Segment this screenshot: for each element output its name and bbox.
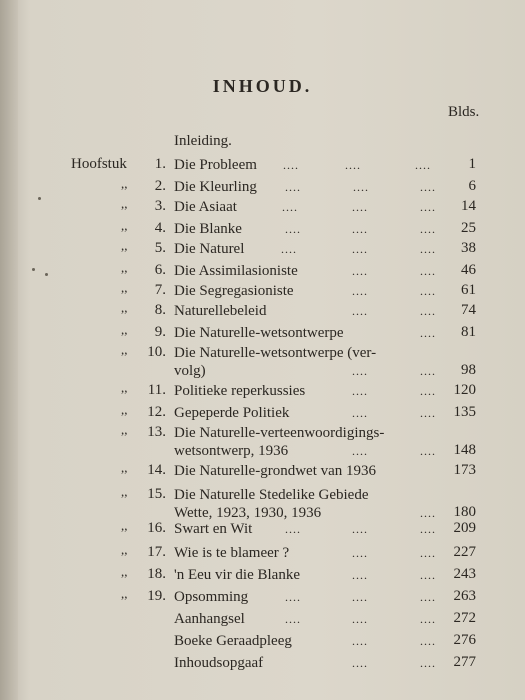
leader-dots: .... — [420, 444, 436, 458]
chapter-title: Die Naturel — [174, 241, 245, 257]
chapter-title: Boeke Geraadpleeg — [174, 633, 292, 649]
page-number: 272 — [453, 610, 476, 626]
leader-dots: .... — [352, 590, 368, 604]
chapter-title: Gepeperde Politiek — [174, 405, 290, 421]
chapter-title: Die Kleurling — [174, 179, 257, 195]
page-number: 6 — [468, 178, 476, 194]
chapter-title: 'n Eeu vir die Blanke — [174, 567, 300, 583]
page-number: 74 — [461, 302, 476, 318]
chapter-title: Die Naturelle-verteenwoordigings- wetsontwerp, 1936 — [174, 425, 385, 459]
leader-dots: .... — [420, 506, 436, 520]
chapter-title: Wie is te blameer ? — [174, 545, 290, 561]
chapter-number: 1. — [154, 156, 166, 172]
page-number: 180 — [453, 504, 476, 520]
leader-dots: .... — [352, 264, 368, 278]
intro-entry: Inleiding. — [174, 133, 232, 149]
page-number: 14 — [461, 198, 476, 214]
leader-dots: .... — [420, 590, 436, 604]
ditto-mark: ,, — [121, 586, 128, 601]
chapter-number: 15. — [147, 486, 166, 502]
leader-dots: .... — [352, 242, 368, 256]
ditto-mark: ,, — [121, 342, 128, 357]
leader-dots: .... — [420, 656, 436, 670]
chapter-title: Inhoudsopgaaf — [174, 655, 264, 671]
leader-dots: .... — [353, 180, 369, 194]
page-number: 120 — [453, 382, 476, 398]
chapter-number: 12. — [147, 404, 166, 420]
chapter-number: 8. — [154, 302, 166, 318]
chapter-prefix: Hoofstuk — [71, 156, 127, 172]
leader-dots: .... — [352, 364, 368, 378]
chapter-title: Die Naturelle-wetsontwerpe — [174, 325, 344, 341]
leader-dots: .... — [352, 612, 368, 626]
ditto-mark: ,, — [121, 280, 128, 295]
leader-dots: .... — [285, 522, 301, 536]
leader-dots: .... — [420, 242, 436, 256]
leader-dots: .... — [420, 326, 436, 340]
leader-dots: .... — [420, 264, 436, 278]
leader-dots: .... — [420, 612, 436, 626]
page-number: 243 — [453, 566, 476, 582]
leader-dots: .... — [352, 522, 368, 536]
leader-dots: .... — [285, 590, 301, 604]
chapter-title: Die Naturelle-grondwet van 1936 — [174, 463, 377, 479]
leader-dots: .... — [420, 568, 436, 582]
page-number: 98 — [461, 362, 476, 378]
chapter-title: Die Probleem — [174, 157, 257, 173]
leader-dots: .... — [420, 222, 436, 236]
leader-dots: .... — [420, 384, 436, 398]
leader-dots: .... — [420, 284, 436, 298]
leader-dots: .... — [420, 634, 436, 648]
chapter-number: 18. — [147, 566, 166, 582]
leader-dots: .... — [352, 634, 368, 648]
leader-dots: .... — [420, 522, 436, 536]
page-number: 46 — [461, 262, 476, 278]
chapter-number: 14. — [147, 462, 166, 478]
page-number: 173 — [453, 462, 476, 478]
chapter-title: Die Asiaat — [174, 199, 237, 215]
leader-dots: .... — [352, 304, 368, 318]
page-binding-shadow — [0, 0, 18, 700]
chapter-title: Die Naturelle Stedelike Gebiede Wette, 1923, 1930, 1936 — [174, 487, 369, 521]
leader-dots: .... — [281, 242, 297, 256]
leader-dots: .... — [283, 158, 299, 172]
page-number: 135 — [453, 404, 476, 420]
chapter-title: Opsomming — [174, 589, 249, 605]
page-column-label: Blds. — [448, 104, 480, 120]
ditto-mark: ,, — [121, 564, 128, 579]
chapter-number: 9. — [154, 324, 166, 340]
page-number: 227 — [453, 544, 476, 560]
chapter-number: 3. — [154, 198, 166, 214]
ditto-mark: ,, — [121, 176, 128, 191]
page-number: 38 — [461, 240, 476, 256]
ditto-mark: ,, — [121, 218, 128, 233]
page-number: 61 — [461, 282, 476, 298]
ditto-mark: ,, — [121, 518, 128, 533]
chapter-number: 4. — [154, 220, 166, 236]
page-number: 277 — [453, 654, 476, 670]
leader-dots: .... — [420, 180, 436, 194]
chapter-number: 5. — [154, 240, 166, 256]
paper-speck — [38, 197, 41, 200]
page-number: 81 — [461, 324, 476, 340]
ditto-mark: ,, — [121, 238, 128, 253]
chapter-title: Swart en Wit — [174, 521, 253, 537]
chapter-number: 11. — [147, 382, 166, 398]
ditto-mark: ,, — [121, 402, 128, 417]
chapter-number: 2. — [154, 178, 166, 194]
leader-dots: .... — [345, 158, 361, 172]
chapter-title: Politieke reperkussies — [174, 383, 306, 399]
leader-dots: .... — [420, 364, 436, 378]
leader-dots: .... — [352, 656, 368, 670]
ditto-mark: ,, — [121, 300, 128, 315]
paper-speck — [45, 273, 48, 276]
ditto-mark: ,, — [121, 460, 128, 475]
leader-dots: .... — [352, 222, 368, 236]
page-number: 1 — [468, 156, 476, 172]
ditto-mark: ,, — [121, 196, 128, 211]
leader-dots: .... — [420, 546, 436, 560]
leader-dots: .... — [285, 222, 301, 236]
leader-dots: .... — [415, 158, 431, 172]
paper-speck — [32, 268, 35, 271]
leader-dots: .... — [420, 406, 436, 420]
ditto-mark: ,, — [121, 260, 128, 275]
leader-dots: .... — [352, 284, 368, 298]
chapter-number: 13. — [147, 424, 166, 440]
chapter-number: 10. — [147, 344, 166, 360]
chapter-title: Die Segregasioniste — [174, 283, 294, 299]
ditto-mark: ,, — [121, 422, 128, 437]
chapter-number: 7. — [154, 282, 166, 298]
chapter-title: Aanhangsel — [174, 611, 245, 627]
leader-dots: .... — [352, 200, 368, 214]
leader-dots: .... — [352, 546, 368, 560]
page-number: 276 — [453, 632, 476, 648]
chapter-title: Die Naturelle-wetsontwerpe (ver- volg) — [174, 345, 377, 379]
page-number: 263 — [453, 588, 476, 604]
ditto-mark: ,, — [121, 484, 128, 499]
leader-dots: .... — [282, 200, 298, 214]
ditto-mark: ,, — [121, 380, 128, 395]
page-number: 25 — [461, 220, 476, 236]
leader-dots: .... — [285, 180, 301, 194]
leader-dots: .... — [420, 304, 436, 318]
chapter-title: Die Blanke — [174, 221, 242, 237]
page-number: 148 — [453, 442, 476, 458]
chapter-number: 17. — [147, 544, 166, 560]
leader-dots: .... — [352, 444, 368, 458]
chapter-title: Naturellebeleid — [174, 303, 267, 319]
leader-dots: .... — [352, 384, 368, 398]
page-number: 209 — [453, 520, 476, 536]
leader-dots: .... — [352, 568, 368, 582]
chapter-number: 16. — [147, 520, 166, 536]
chapter-number: 19. — [147, 588, 166, 604]
leader-dots: .... — [352, 406, 368, 420]
chapter-title: Die Assimilasioniste — [174, 263, 298, 279]
page-title: INHOUD. — [212, 76, 313, 96]
chapter-number: 6. — [154, 262, 166, 278]
ditto-mark: ,, — [121, 542, 128, 557]
ditto-mark: ,, — [121, 322, 128, 337]
leader-dots: .... — [285, 612, 301, 626]
leader-dots: .... — [420, 200, 436, 214]
